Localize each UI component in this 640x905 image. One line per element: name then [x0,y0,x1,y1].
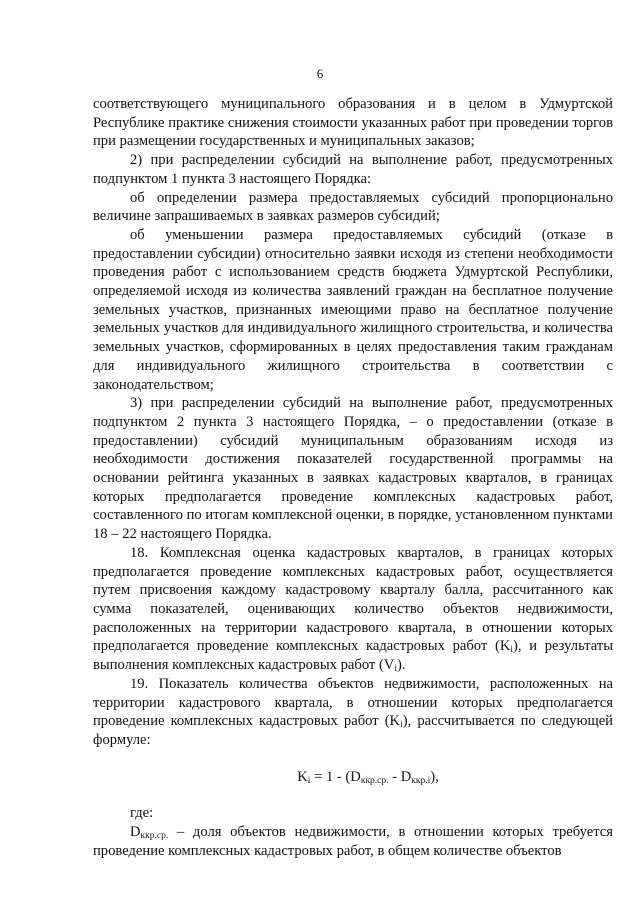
where-label: где: [130,805,154,822]
paragraph-18 [93,544,613,675]
paragraph-subsidy-reduction: об уменьшении размера предоставляемых субсидий (отказе в предоставлении субсидии) относительно заявки исходя из степени необходимости проведения работ с использованием средств бюджета Удмуртской Республики, определяемой исходя из количества заявлений граждан на бесплатное получение земельных участков, признанных имеющими право на бесплатное получение земельных участков для индивидуального жилищного строительства, и количества земельных участков, сформированных в целях предоставления таким гражданам для индивидуального жилищного строительства в соответствии с законодательством; [93,226,613,393]
paragraph-18-part3: ). [397,657,406,674]
formula-lhs-sub: i [307,775,311,786]
formula [93,768,613,787]
subscript-i: i [400,720,403,731]
paragraph-continuation: соответствующего муниципального образования и в целом в Удмуртской Республике практике снижения стоимости указанных работ при проведении торгов при размещении государственных и муниципальных заказов; [93,96,613,150]
paragraph-18-part1: 18. Комплексная оценка кадастровых кварталов, в границах которых предполагается проведение комплексных кадастровых работ, осуществляется путем присвоения каждому кадастровому кварталу балла, рассчитанного как сумма показателей, оценивающих количество объектов недвижимости, расположенных на территории кадастрового квартала, в отношении которых предполагается проведение комплексных кадастровых работ (K [93,544,613,655]
definition-symbol-sub: ккр.ср. [140,831,169,842]
formula-sub1: ккр.ср. [360,775,389,786]
subscript-i: i [510,645,514,656]
formula-sub2: ккр.i [411,775,431,786]
formula-eq: = 1 - (D [310,768,361,785]
definition-paragraph [93,823,613,860]
definition-text: – доля объектов недвижимости, в отношении которых требуется проведение комплексных кадастровых работ, в общем количестве объектов [93,824,613,859]
paragraph-item-2: 2) при распределении субсидий на выполнение работ, предусмотренных подпунктом 1 пункта 3 настоящего Порядка: [93,152,613,187]
paragraph-18-part2: ), и результаты выполнения комплексных кадастровых работ (V [93,638,614,674]
paragraph-19-part1: 19. Показатель количества объектов недвижимости, расположенных на территории кадастрового квартала, в отношении которых предполагается проведение комплексных кадастровых работ (K [93,675,613,730]
paragraph-19 [93,675,613,750]
definition-symbol: D [130,824,141,841]
paragraph-subsidy-size: об определении размера предоставляемых субсидий пропорционально величине запрашиваемых в заявках размеров субсидий; [93,189,613,225]
paragraph-19-part2: ), рассчитывается по следующей формуле: [93,713,613,748]
formula-minus: - D [388,768,412,785]
document-body [93,95,613,860]
subscript-i: i [394,664,397,675]
formula-end: ), [430,768,439,785]
formula-lhs: K [297,768,308,785]
page-number: 6 [316,66,324,81]
paragraph-item-3: 3) при распределении субсидий на выполнение работ, предусмотренных подпунктом 2 пункта 3 настоящего Порядка, – о предоставлении (отказе в предоставлении) субсидий муниципальным образованиям исходя из необходимости достижения показателей государственной программы на основании рейтинга указанных в заявках кадастровых кварталов, в границах которых предполагается проведение комплексных кадастровых работ, составленного по итогам комплексной оценки, в порядке, установленном пунктами 18 – 22 настоящего Порядка. [93,395,613,543]
